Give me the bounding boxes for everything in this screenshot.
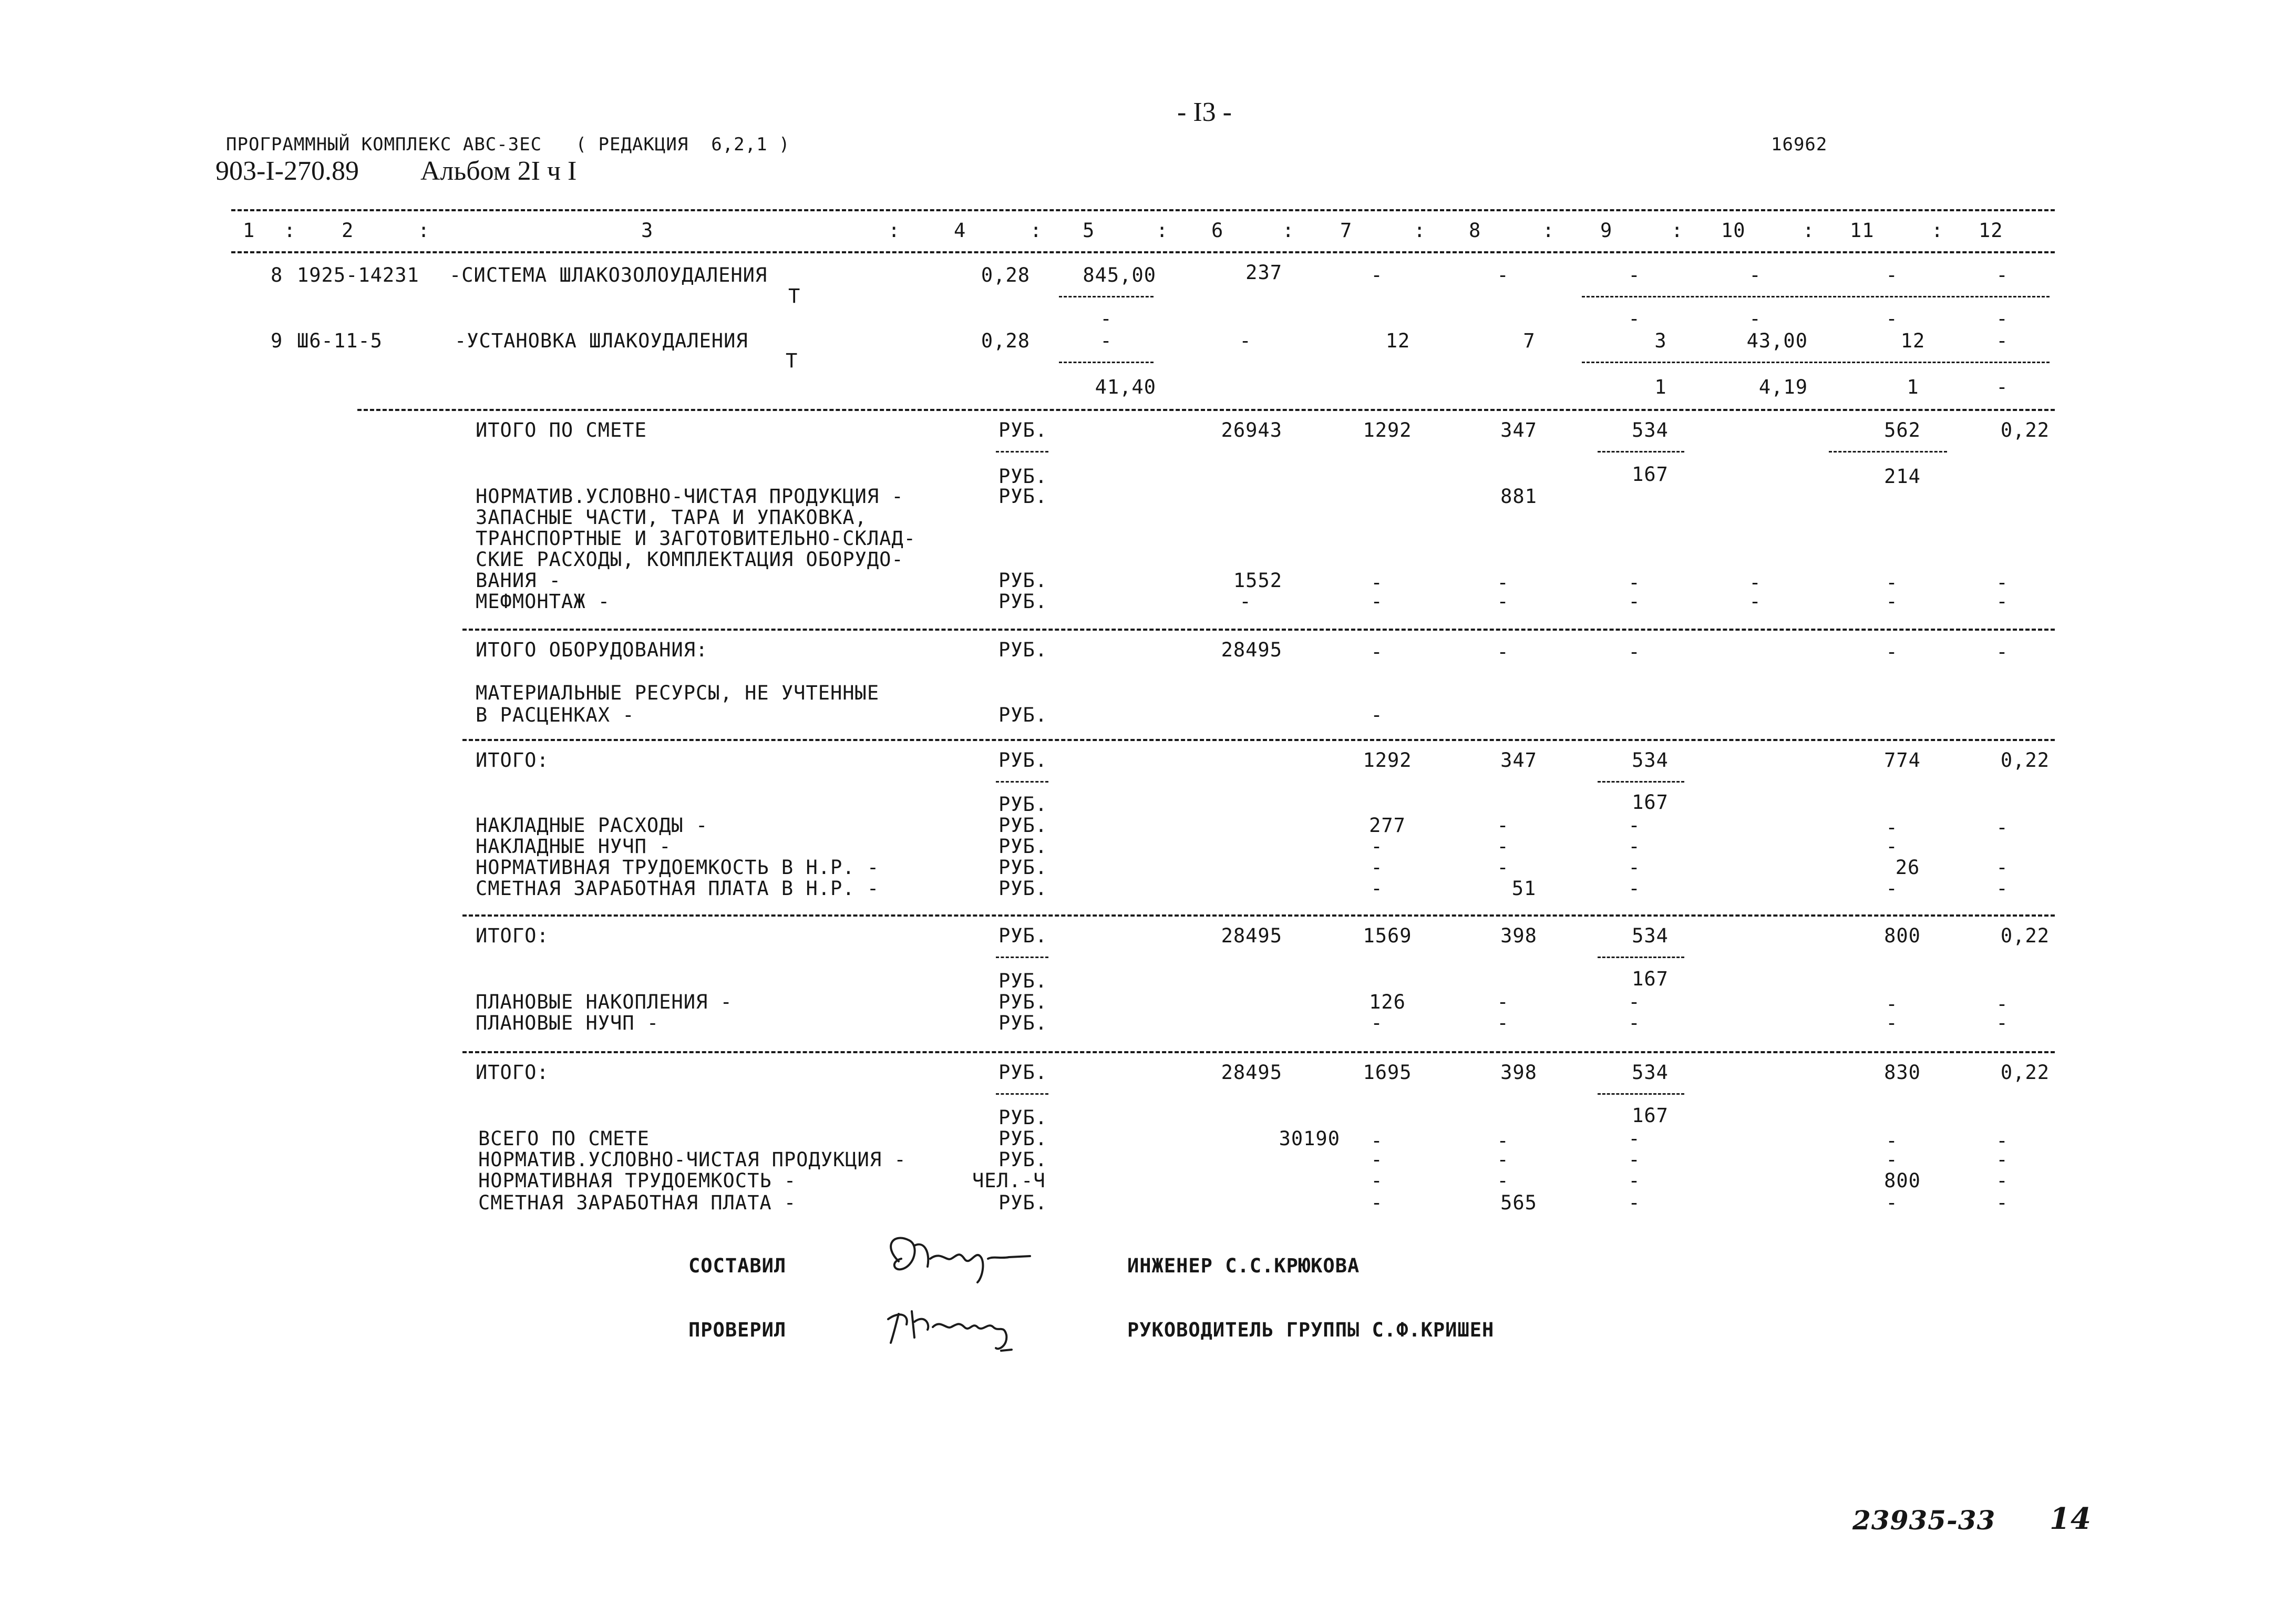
unit-label: РУБ.: [998, 991, 1048, 1013]
subtotal-rule: [1598, 451, 1684, 453]
cell-c9: 167: [1632, 968, 1669, 990]
unit-label: РУБ.: [998, 835, 1048, 858]
section-rule: [462, 1051, 2055, 1053]
subtotal-rule: [1059, 296, 1154, 297]
subtotal-rule: [1598, 781, 1684, 783]
unit-label: РУБ.: [998, 419, 1048, 441]
cell-c11: 1: [1907, 376, 1919, 398]
dash: -: [1996, 816, 2009, 839]
cell-c5: 41,40: [1095, 376, 1156, 398]
cell-c4: 0,28: [981, 330, 1030, 352]
block-label: ИТОГО:: [476, 924, 549, 947]
cell-c11: 12: [1900, 330, 1926, 352]
header-top-rule: [231, 209, 2055, 211]
unit-label: РУБ.: [998, 924, 1048, 947]
cell-c11: 774: [1884, 749, 1921, 772]
cell-c7: 12: [1385, 330, 1410, 352]
dash: -: [1886, 1148, 1898, 1171]
unit-label: РУБ.: [998, 590, 1048, 613]
text-line: СКИЕ РАСХОДЫ, КОМПЛЕКТАЦИЯ ОБОРУДО-: [476, 548, 904, 571]
col-sep: :: [1803, 219, 1815, 242]
unit-label: РУБ.: [998, 1148, 1048, 1171]
cell-c8: 565: [1500, 1191, 1537, 1214]
cell-c11: 800: [1884, 1169, 1921, 1192]
cell-c7: -: [1371, 264, 1383, 286]
text-line: НАКЛАДНЫЕ НУЧП -: [476, 835, 672, 858]
cell-c8: 398: [1500, 924, 1537, 947]
row-name: -УСТАНОВКА ШЛАКОУДАЛЕНИЯ: [455, 330, 748, 352]
dash: -: [1996, 877, 2009, 900]
footer-sheet-number: 14: [2050, 1502, 2092, 1536]
unit-label: РУБ.: [998, 1106, 1048, 1129]
dash: -: [1996, 1169, 2009, 1192]
cell-c11: -: [1886, 264, 1898, 286]
album-label: Альбом 2I ч I: [420, 156, 577, 186]
cell-c9: 167: [1632, 1104, 1669, 1127]
unit-label: РУБ.: [998, 704, 1048, 726]
cell-c6: -: [1239, 330, 1252, 352]
dash: -: [1371, 877, 1383, 900]
dash: -: [1497, 1169, 1509, 1192]
cell-c12: -: [1996, 330, 2009, 352]
unit-label: ЧЕЛ.-Ч: [972, 1169, 1046, 1192]
col-sep: :: [1414, 219, 1426, 242]
col-2: 2: [342, 219, 354, 242]
row-number: 9: [271, 330, 283, 352]
cell-c6: 1552: [1233, 569, 1282, 592]
dash: -: [1371, 1191, 1383, 1214]
dash: -: [1628, 1191, 1641, 1214]
cell-c9: 534: [1632, 1061, 1669, 1084]
col-5: 5: [1083, 219, 1095, 242]
cell-c12: -: [1996, 264, 2009, 286]
text-line: МЕФМОНТАЖ -: [476, 590, 611, 613]
dash: -: [1628, 1127, 1641, 1150]
cell-c5: 845,00: [1083, 264, 1156, 286]
unit-label: РУБ.: [998, 485, 1048, 508]
dash: -: [1497, 590, 1509, 613]
cell-c12: 0,22: [2000, 1061, 2050, 1084]
col-11: 11: [1850, 219, 1875, 242]
cell-c11: 214: [1884, 465, 1921, 488]
dash: -: [1996, 641, 2009, 663]
dash: -: [1628, 571, 1641, 594]
dash: -: [1371, 1129, 1383, 1152]
text-line: В РАСЦЕНКАХ -: [476, 704, 635, 726]
text-line: ПЛАНОВЫЕ НАКОПЛЕНИЯ -: [476, 991, 733, 1013]
text-line: ВСЕГО ПО СМЕТЕ: [478, 1127, 650, 1150]
subtotal-rule: [1598, 957, 1684, 958]
dash: -: [1749, 590, 1762, 613]
unit-label: РУБ.: [998, 465, 1048, 488]
dash: -: [1497, 856, 1509, 879]
row-code: 1925-14231: [297, 264, 419, 286]
dash: -: [1497, 571, 1509, 594]
dash: -: [1371, 641, 1383, 663]
dash: -: [1996, 1012, 2009, 1034]
footer-stamp: 23935-33: [1852, 1505, 1996, 1536]
dash: -: [1628, 590, 1641, 613]
col-sep: :: [1282, 219, 1295, 242]
dash: -: [1497, 1012, 1509, 1034]
doc-code: 903-I-270.89: [215, 156, 359, 186]
cell-c10: 4,19: [1758, 376, 1808, 398]
cell-c9: 167: [1632, 463, 1669, 486]
subtotal-rule: [996, 957, 1048, 958]
checked-by: РУКОВОДИТЕЛЬ ГРУППЫ С.Ф.КРИШЕН: [1127, 1319, 1495, 1341]
checked-label: ПРОВЕРИЛ: [688, 1319, 787, 1341]
unit-label: РУБ.: [998, 1191, 1048, 1214]
block-label: ИТОГО ПО СМЕТЕ: [476, 419, 647, 441]
dash: -: [1628, 641, 1641, 663]
cell-c11: 26: [1895, 856, 1920, 879]
text-line: ВАНИЯ -: [476, 569, 561, 592]
col-12: 12: [1979, 219, 2003, 242]
dash: -: [1996, 1148, 2009, 1171]
cell-c9: 534: [1632, 749, 1669, 772]
text-line: ПЛАНОВЫЕ НУЧП -: [476, 1012, 660, 1034]
cell-c10: 43,00: [1746, 330, 1808, 352]
dash: -: [1497, 991, 1509, 1013]
dash: -: [1497, 1148, 1509, 1171]
col-6: 6: [1211, 219, 1224, 242]
cell-c7: 1569: [1363, 924, 1412, 947]
section-rule: [462, 629, 2055, 631]
row-name: -СИСТЕМА ШЛАКОЗОЛОУДАЛЕНИЯ: [449, 264, 768, 286]
dash: -: [1996, 571, 2009, 594]
dash: -: [1628, 1169, 1641, 1192]
page-number: - I3 -: [1177, 97, 1232, 127]
cell-c5: -: [1100, 307, 1113, 330]
dash: -: [1886, 571, 1898, 594]
subtotal-rule: [996, 451, 1048, 453]
dash: -: [1371, 571, 1383, 594]
header-bottom-rule: [231, 251, 2055, 253]
col-sep: :: [1931, 219, 1944, 242]
cell-c10: -: [1749, 264, 1762, 286]
cell-c8: 7: [1523, 330, 1536, 352]
cell-c6: 26943: [1221, 419, 1282, 441]
section-rule: [462, 914, 2055, 917]
unit-label: РУБ.: [998, 1127, 1048, 1150]
cell-c12: -: [1996, 376, 2009, 398]
col-10: 10: [1721, 219, 1746, 242]
cell-c6: 28495: [1221, 924, 1282, 947]
dash: -: [1239, 590, 1252, 613]
dash: -: [1628, 814, 1641, 837]
dash: -: [1886, 1129, 1898, 1152]
cell-c6: 237: [1245, 261, 1282, 284]
cell-c7: 1292: [1363, 749, 1412, 772]
text-line: НОРМАТИВНАЯ ТРУДОЕМКОСТЬ В Н.Р. -: [476, 856, 880, 879]
cell-c8: 398: [1500, 1061, 1537, 1084]
unit-label: РУБ.: [998, 856, 1048, 879]
cell-c9: 167: [1632, 791, 1669, 814]
dash: -: [1749, 571, 1762, 594]
text-line: НОРМАТИВНАЯ ТРУДОЕМКОСТЬ -: [478, 1169, 797, 1192]
cell-c8: 51: [1511, 877, 1537, 900]
subtotal-rule: [1582, 362, 2050, 363]
cell-c10: -: [1749, 307, 1762, 330]
dash: -: [1371, 1169, 1383, 1192]
cell-c8: 881: [1500, 485, 1537, 508]
cell-c7: 1695: [1363, 1061, 1412, 1084]
unit-label: РУБ.: [998, 749, 1048, 772]
dash: -: [1497, 641, 1509, 663]
cell-c12: -: [1996, 307, 2009, 330]
cell-c6: 28495: [1221, 639, 1282, 661]
text-line: СМЕТНАЯ ЗАРАБОТНАЯ ПЛАТА В Н.Р. -: [476, 877, 880, 900]
cell-c11: 800: [1884, 924, 1921, 947]
unit-label: РУБ.: [998, 793, 1048, 816]
cell-c7: 1292: [1363, 419, 1412, 441]
dash: -: [1628, 835, 1641, 858]
unit-label: РУБ.: [998, 877, 1048, 900]
unit-label: РУБ.: [998, 1012, 1048, 1034]
cell-c12: 0,22: [2000, 419, 2050, 441]
dash: -: [1371, 856, 1383, 879]
subtotal-rule: [1059, 362, 1154, 363]
dash: -: [1886, 816, 1898, 839]
cell-c7: 126: [1369, 991, 1406, 1013]
unit-label: РУБ.: [998, 1061, 1048, 1084]
compiled-label: СОСТАВИЛ: [688, 1255, 787, 1277]
dash: -: [1886, 590, 1898, 613]
subtotal-rule: [996, 781, 1048, 783]
dash: -: [1886, 835, 1898, 858]
dash: -: [1628, 991, 1641, 1013]
signature-compiled: [878, 1230, 1035, 1288]
dash: -: [1628, 1012, 1641, 1034]
col-8: 8: [1469, 219, 1481, 242]
subtotal-rule: [1582, 296, 2050, 297]
cell-c12: 0,22: [2000, 749, 2050, 772]
dash: -: [1996, 993, 2009, 1015]
cell-c12: 0,22: [2000, 924, 2050, 947]
dash: -: [1371, 590, 1383, 613]
col-3: 3: [641, 219, 654, 242]
subtotal-rule: [996, 1093, 1048, 1095]
subtotal-rule: [1829, 451, 1947, 453]
dash: -: [1628, 856, 1641, 879]
row-code: Ш6-11-5: [297, 330, 383, 352]
cell-c8: -: [1497, 264, 1509, 286]
block-label: ИТОГО:: [476, 1061, 549, 1084]
signature-checked: [883, 1298, 1041, 1356]
col-sep: :: [1671, 219, 1684, 242]
text-line: ЗАПАСНЫЕ ЧАСТИ, ТАРА И УПАКОВКА,: [476, 506, 867, 529]
col-sep: :: [888, 219, 901, 242]
cell-c6: 28495: [1221, 1061, 1282, 1084]
col-sep: :: [418, 219, 430, 242]
cell-c7: 277: [1369, 814, 1406, 837]
dash: -: [1886, 1191, 1898, 1214]
cell-c11: 562: [1884, 419, 1921, 441]
unit-label: РУБ.: [998, 814, 1048, 837]
cell-c6: 30190: [1279, 1127, 1340, 1150]
cell-c4: 0,28: [981, 264, 1030, 286]
section-rule: [462, 739, 2055, 741]
text-line: НОРМАТИВ.УСЛОВНО-ЧИСТАЯ ПРОДУКЦИЯ -: [478, 1148, 907, 1171]
dash: -: [1371, 835, 1383, 858]
cell-c9: 3: [1654, 330, 1667, 352]
section-rule: [357, 409, 2055, 411]
dash: -: [1996, 590, 2009, 613]
unit-label: РУБ.: [998, 569, 1048, 592]
dash: -: [1886, 993, 1898, 1015]
program-line: ПРОГРАММНЫЙ КОМПЛЕКС АВС-ЗЕС ( РЕДАКЦИЯ 6,2,1 ): [226, 134, 790, 155]
dash: -: [1628, 1148, 1641, 1171]
dash: -: [1886, 641, 1898, 663]
dash: -: [1886, 877, 1898, 900]
cell-c9: -: [1628, 307, 1641, 330]
dash: -: [1628, 877, 1641, 900]
compiled-by: ИНЖЕНЕР С.С.КРЮКОВА: [1127, 1255, 1360, 1277]
text-line: СМЕТНАЯ ЗАРАБОТНАЯ ПЛАТА -: [478, 1191, 797, 1214]
dash: -: [1497, 814, 1509, 837]
text-line: ТРАНСПОРТНЫЕ И ЗАГОТОВИТЕЛЬНО-СКЛАД-: [476, 527, 916, 550]
dash: -: [1996, 856, 2009, 879]
header-right-number: 16962: [1771, 134, 1828, 155]
dash: -: [1996, 1191, 2009, 1214]
row-number: 8: [271, 264, 283, 286]
dash: -: [1371, 704, 1383, 726]
col-1: 1: [243, 219, 255, 242]
cell-c9: 1: [1654, 376, 1667, 398]
col-9: 9: [1600, 219, 1613, 242]
block-label: ИТОГО:: [476, 749, 549, 772]
dash: -: [1497, 1129, 1509, 1152]
text-line: НОРМАТИВ.УСЛОВНО-ЧИСТАЯ ПРОДУКЦИЯ -: [476, 485, 904, 508]
dash: -: [1996, 1129, 2009, 1152]
cell-c9: 534: [1632, 924, 1669, 947]
subtotal-rule: [1598, 1093, 1684, 1095]
col-sep: :: [284, 219, 296, 242]
cell-c11: -: [1886, 307, 1898, 330]
dash: -: [1371, 1012, 1383, 1034]
cell-c9: -: [1628, 264, 1641, 286]
cell-c9: 534: [1632, 419, 1669, 441]
col-4: 4: [954, 219, 966, 242]
unit-label: РУБ.: [998, 970, 1048, 992]
unit-label: РУБ.: [998, 639, 1048, 661]
cell-c8: 347: [1500, 419, 1537, 441]
dash: -: [1497, 835, 1509, 858]
cell-c8: 347: [1500, 749, 1537, 772]
col-sep: :: [1542, 219, 1555, 242]
block-label: ИТОГО ОБОРУДОВАНИЯ:: [476, 639, 708, 661]
text-line: МАТЕРИАЛЬНЫЕ РЕСУРСЫ, НЕ УЧТЕННЫЕ: [476, 682, 880, 704]
cell-c5: -: [1100, 330, 1113, 352]
text-line: НАКЛАДНЫЕ РАСХОДЫ -: [476, 814, 708, 837]
col-sep: :: [1030, 219, 1043, 242]
dash: -: [1886, 1012, 1898, 1034]
row-unit: Т: [788, 285, 801, 307]
row-unit: Т: [786, 349, 798, 372]
col-sep: :: [1156, 219, 1169, 242]
col-7: 7: [1340, 219, 1353, 242]
cell-c11: 830: [1884, 1061, 1921, 1084]
dash: -: [1371, 1148, 1383, 1171]
